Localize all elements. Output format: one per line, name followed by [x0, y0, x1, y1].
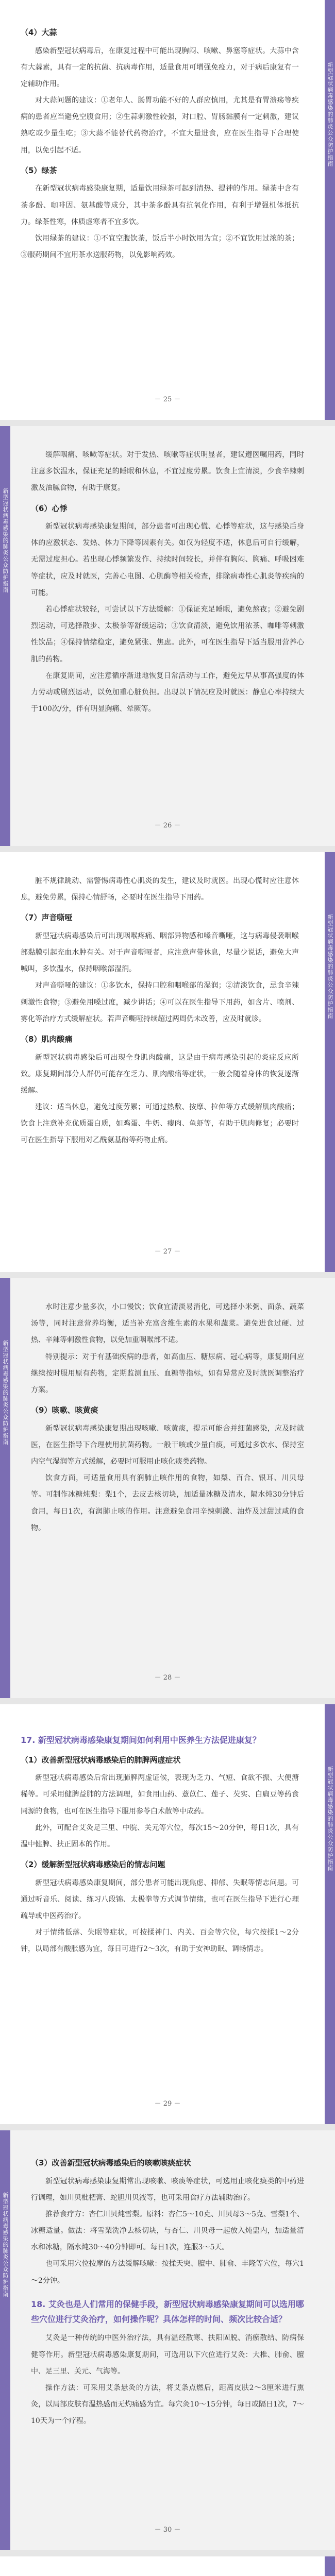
page-number: － 29 －	[154, 2100, 181, 2108]
page-body	[21, 873, 299, 1149]
paragraph: 也可采用穴位按摩的方法缓解咳嗽：按揉天突、膻中、肺俞、丰隆等穴位，每穴1～2分钟。	[31, 2260, 304, 2285]
page-25	[0, 0, 335, 420]
sidebar-label: 新型冠状病毒感染的肺炎公众防护指南	[327, 914, 333, 1019]
page-body	[31, 2151, 304, 2430]
page-gap	[0, 846, 335, 852]
section-heading: （4）大蒜	[21, 28, 57, 37]
paragraph: 对声音嘶哑的建议：①多饮水，保持口腔和咽喉部的湿润；②清淡饮食，忌食辛辣刺激性食物；③避免用嗓过度，减少讲话；④可以在医生指导下用药，如含片、喷剂、雾化等治疗方式缓解症状。若声音嘶哑持续超过两周仍未改善，应及时就诊。	[21, 981, 299, 1023]
page-body	[31, 1299, 304, 1536]
page-27	[0, 852, 335, 1272]
section-heading: （3）改善新型冠状病毒感染后的咳嗽咳痰症状	[31, 2158, 191, 2167]
paragraph: 若心悸症状较轻，可尝试以下方法缓解：①保证充足睡眠，避免熬夜；②避免剧烈运动，可选择散步、太极拳等舒缓运动；③饮食清淡，避免饮用浓茶、咖啡等刺激性饮品；④保持情绪稳定，避免紧张、焦虑。此外，可在医生指导下适当服用营养心肌的药物。	[31, 605, 304, 664]
sidebar-band	[0, 426, 10, 846]
paragraph: 操作方法：可采用艾条悬灸的方法，将艾条点燃后，距离皮肤2～3厘米进行熏灸，以局部皮肤有温热感而无灼痛感为宜。每穴灸10～15分钟，每日或隔日1次，7～10天为一个疗程。	[31, 2383, 304, 2426]
paragraph: 新型冠状病毒感染后常出现肺脾两虚证候，表现为乏力、气短、食欲不振、大便溏稀等。可采用健脾益肺的方法调理，如食用山药、薏苡仁、莲子、芡实、白扁豆等药食同源的食物，也可在医生指导下服用参苓白术散等中成药。	[21, 1774, 299, 1816]
paragraph: 新型冠状病毒感染康复期出现咳嗽、咳黄痰，提示可能合并细菌感染，应及时就医，在医生指导下合理使用抗菌药物。一般干咳或少量白痰，可通过多饮水、保持室内空气湿润等方式缓解，必要时可服用止咳化痰类药物。	[31, 1424, 304, 1466]
paragraph: 在新型冠状病毒感染康复期，适量饮用绿茶可起到清热、提神的作用。绿茶中含有茶多酚、咖啡因、氨基酸等成分，其中茶多酚具有抗氧化作用，有利于增强机体抵抗力。绿茶性寒，体质虚寒者不宜多饮。	[21, 184, 299, 226]
paragraph: 推荐食疗方：杏仁川贝炖雪梨。原料：杏仁5～10克、川贝母3～5克、雪梨1个、冰糖适量。做法：将雪梨洗净去核切块，与杏仁、川贝母一起放入炖盅内，加适量清水和冰糖，隔水炖30～40分钟即可。每日1次，连服3～5天。	[31, 2210, 304, 2252]
question-heading: 17. 新型冠状病毒感染康复期间如何利用中医养生方法促进康复？	[21, 1735, 261, 1745]
page-28	[0, 1278, 335, 1698]
page-gap	[0, 2550, 335, 2556]
section-heading: （9）咳嗽、咳黄痰	[31, 1405, 98, 1415]
paragraph: 特别提示：对于有基础疾病的患者，如高血压、糖尿病、冠心病等，康复期间应继续按时服用原有药物，定期监测血压、血糖等指标，如有异常应及时就医调整治疗方案。	[31, 1352, 304, 1394]
page-26	[0, 426, 335, 846]
sidebar-label: 新型冠状病毒感染的肺炎公众防护指南	[2, 1340, 9, 1445]
page-30	[0, 2130, 335, 2550]
section-heading: （1）改善新型冠状病毒感染后的肺脾两虚症状	[21, 1755, 181, 1765]
paragraph: 对于情绪低落、失眠等症状，可按揉神门、内关、百会等穴位，每穴按揉1～2分钟，以局部有酸胀感为宜，每日可进行2～3次，有助于安神助眠、调畅情志。	[21, 1928, 299, 1954]
page-number: － 28 －	[154, 1674, 181, 1682]
page-body	[21, 2572, 299, 2576]
sidebar-label: 新型冠状病毒感染的肺炎公众防护指南	[2, 2192, 9, 2297]
paragraph: 对大蒜问题的建议：①老年人、肠胃功能不好的人群应慎用，尤其是有胃溃疡等疾病的患者应当避免空腹食用；②生蒜刺激性较强，对口腔、胃肠黏膜有一定刺激，建议熟吃或少量生吃；③大蒜不能替代药物治疗，不宜大量进食，应在医生指导下合理使用，以免引起不适。	[21, 96, 299, 155]
sidebar-label: 新型冠状病毒感染的肺炎公众防护指南	[327, 62, 333, 167]
sidebar-label: 新型冠状病毒感染的肺炎公众防护指南	[2, 488, 9, 593]
paragraph: 水时注意少量多次，小口慢饮；饮食宜清淡易消化，可选择小米粥、面条、蔬菜汤等，同时注意营养均衡，适当补充富含维生素的水果和蔬菜。避免进食过硬、过热、辛辣等刺激性食物，以免加重咽喉部不适。	[31, 1303, 304, 1345]
page-gap	[0, 2124, 335, 2130]
page-29	[0, 1704, 335, 2124]
sidebar-band	[325, 2556, 335, 2576]
paragraph: 缓解咽痛、咳嗽等症状。对于发热、咳嗽等症状明显者，建议遵医嘱用药，同时注意多饮温水，保证充足的睡眠和休息，不宜过度劳累。饮食上宜清淡，少食辛辣刺激及油腻食物，有助于康复。	[31, 451, 304, 493]
paragraph: 新型冠状病毒感染后可出现咽喉疼痛、咽部异物感和嗓音嘶哑，这与病毒侵袭咽喉部黏膜引起充血水肿有关。对于声音嘶哑者，应注意声带休息，尽量少说话，避免大声喊叫，多饮温水，保持咽喉部湿润。	[21, 931, 299, 974]
paragraph: 饮用绿茶的建议：①不宜空腹饮茶，饭后半小时饮用为宜；②不宜饮用过浓的茶；③服药期间不宜用茶水送服药物，以免影响药效。	[21, 234, 299, 260]
page-gap	[0, 420, 335, 426]
sidebar-band	[0, 1278, 10, 1698]
sidebar-band	[325, 1704, 335, 2124]
question-heading: 18. 艾灸也是人们常用的保健手段，新型冠状病毒感染康复期间可以选用哪些穴位进行艾灸治疗，如何操作呢？具体怎样的时间、频次比较合适？	[31, 2299, 304, 2324]
page-number: － 25 －	[154, 396, 181, 403]
page-number: － 27 －	[154, 1248, 181, 1256]
page-body	[31, 447, 304, 717]
paragraph: 新型冠状病毒感染康复期间，部分患者可能出现焦虑、抑郁、失眠等情志问题。可通过听音乐、阅读、练习八段锦、太极拳等方式调节情绪，也可在医生指导下进行心理疏导或中医药治疗。	[21, 1878, 299, 1921]
sidebar-label: 新型冠状病毒感染的肺炎公众防护指南	[327, 1766, 333, 1871]
page-body	[21, 1725, 299, 1958]
paragraph: 新型冠状病毒感染康复期常出现咳嗽、咳痰等症状，可选用止咳化痰类的中药进行调理，如川贝枇杷膏、蛇胆川贝液等，也可采用食疗方法辅助治疗。	[31, 2177, 304, 2202]
section-heading: （5）绿茶	[21, 165, 57, 175]
sidebar-band	[325, 0, 335, 420]
page-gap	[0, 1698, 335, 1704]
page-number: － 30 －	[154, 2526, 181, 2534]
page-number: － 26 －	[154, 822, 181, 829]
paragraph: 感染新型冠状病毒后，在康复过程中可能出现胸闷、咳嗽、鼻塞等症状。大蒜中含有大蒜素，具有一定的抗菌、抗病毒作用，适量食用可增强免疫力，对于病后康复有一定辅助作用。	[21, 46, 299, 88]
paragraph: 艾灸是一种传统的中医外治疗法，具有温经散寒、扶阳固脱、消瘀散结、防病保健等作用。新型冠状病毒感染康复期间，可选用以下穴位进行艾灸：大椎、肺俞、膻中、足三里、关元、气海等。	[31, 2334, 304, 2376]
section-heading: （8）肌肉酸痛	[21, 1035, 73, 1044]
paragraph: 此外，可配合艾灸足三里、中脘、关元等穴位，每次15～20分钟，每日1次，具有温中健脾、扶正固本的作用。	[21, 1823, 299, 1849]
section-heading: （6）心悸	[31, 503, 68, 513]
paragraph: 建议：适当休息，避免过度劳累；可通过热敷、按摩、拉伸等方式缓解肌肉酸痛；饮食上注意补充优质蛋白质，如鸡蛋、牛奶、瘦肉、鱼虾等，有助于肌肉修复；必要时可在医生指导下服用对乙酰氨基酚等药物止痛。	[21, 1103, 299, 1145]
paragraph: 饮食方面，可适量食用具有润肺止咳作用的食物，如梨、百合、银耳、川贝母等。可制作冰糖炖梨：梨1个，去皮去核切块，加适量冰糖及清水，隔水炖30分钟后食用，每日1次，有润肺止咳的作用。注意避免食用辛辣刺激、油炸及过甜过咸的食物。	[31, 1474, 304, 1532]
page-gap	[0, 1272, 335, 1278]
section-heading: （7）声音嘶哑	[21, 913, 73, 923]
paragraph: 脏不规律跳动、需警惕病毒性心肌炎的发生，建议及时就医。出现心慌时应注意休息，避免劳累，保持心情舒畅，必要时在医生指导下用药。	[21, 877, 299, 902]
paragraph: 新型冠状病毒感染后可出现全身肌肉酸痛，这是由于病毒感染引起的炎症反应所致。康复期间部分人群仍可能存在乏力、肌肉酸痛等症状，一般会随着身体的恢复逐渐缓解。	[21, 1053, 299, 1095]
page-31	[0, 2556, 335, 2576]
paragraph: 新型冠状病毒感染康复期间，部分患者可出现心慌、心悸等症状，这与感染后身体的应激状态、发热、体力下降等因素有关。如仅为轻度不适，休息后可自行缓解，无需过度担心。若出现心悸频繁发作、持续时间较长，并伴有胸闷、胸痛、呼吸困难等症状，应及时就医，完善心电图、心肌酶等相关检查，排除病毒性心肌炎等疾病的可能。	[31, 522, 304, 597]
paragraph: 在康复期间，应注意循序渐进地恢复日常活动与工作，避免过早从事高强度的体力劳动或剧烈运动，以免加重心脏负担。出现以下情况应及时就医：静息心率持续大于100次/分，伴有明显胸痛、晕厥等。	[31, 671, 304, 714]
page-body	[21, 21, 299, 263]
section-heading: （2）缓解新型冠状病毒感染后的情志问题	[21, 1860, 165, 1870]
sidebar-band	[325, 852, 335, 1272]
sidebar-band	[0, 2130, 10, 2550]
